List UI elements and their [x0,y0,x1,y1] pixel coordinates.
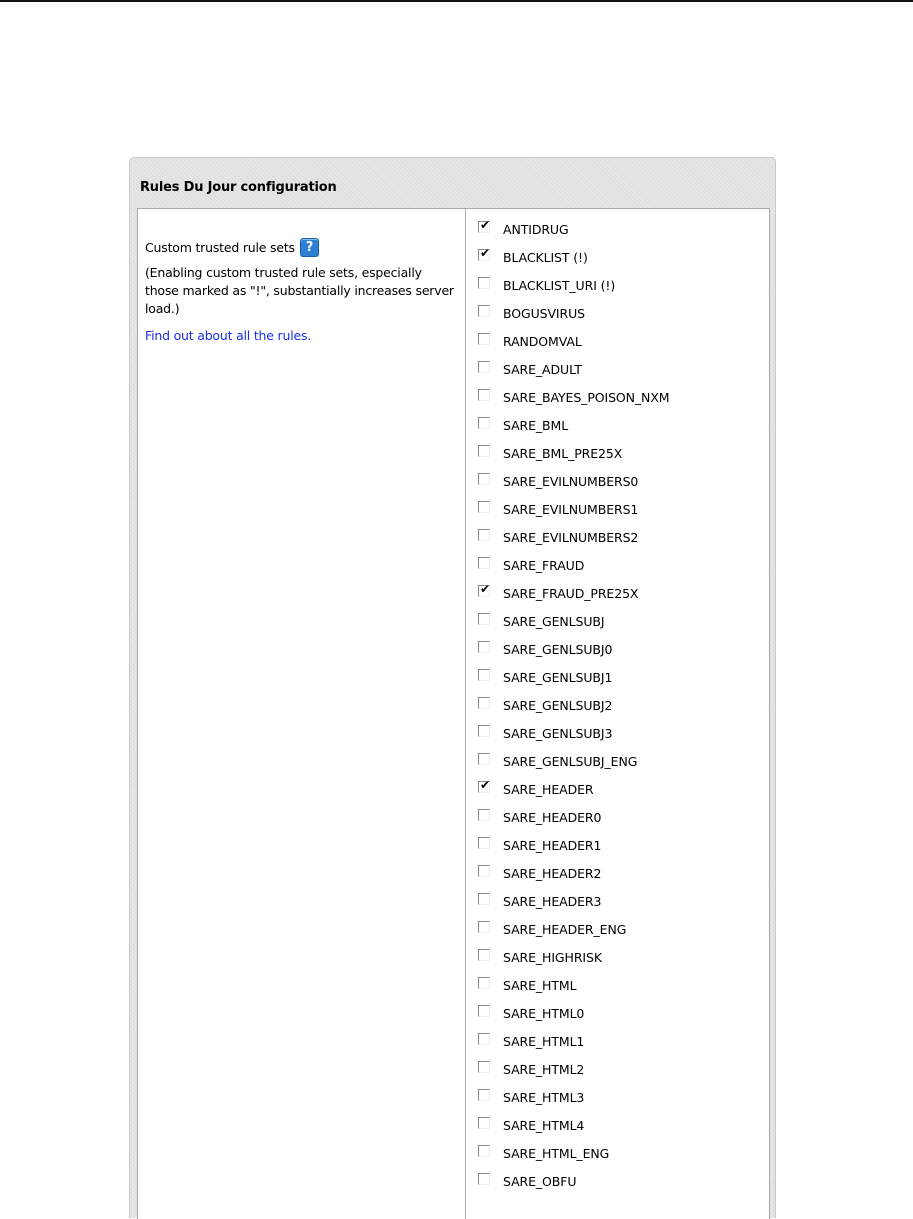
checkmark-icon: ✔ [480,778,491,792]
rule-set-label[interactable]: SARE_HTML1 [503,1034,585,1049]
rule-set-label[interactable]: SARE_OBFU [503,1174,577,1189]
panel-body [137,208,770,1219]
rule-set-item[interactable] [466,302,769,330]
rule-set-item[interactable] [466,638,769,666]
rule-set-item[interactable] [466,750,769,778]
rule-set-label[interactable]: SARE_HIGHRISK [503,950,602,965]
rule-set-checkbox[interactable] [478,246,491,261]
top-divider-line [0,0,913,2]
rule-set-item[interactable] [466,1086,769,1114]
rule-set-item[interactable] [466,722,769,750]
rule-set-label[interactable]: SARE_GENLSUBJ_ENG [503,754,638,769]
rule-set-checkbox[interactable] [478,557,490,569]
custom-rule-sets-label: Custom trusted rule sets [145,240,295,255]
all-rules-link[interactable]: Find out about all the rules. [145,328,312,343]
rule-set-label[interactable]: SARE_GENLSUBJ [503,614,605,629]
rule-set-checkbox[interactable] [478,1145,490,1157]
rule-set-item[interactable] [466,778,769,806]
custom-rule-sets-label-row [145,238,319,257]
rule-set-label[interactable]: SARE_ADULT [503,362,582,377]
rule-set-label[interactable]: SARE_HEADER_ENG [503,922,627,937]
rule-set-item[interactable] [466,1114,769,1142]
rule-set-item[interactable] [466,946,769,974]
rule-set-checkbox[interactable] [478,778,491,793]
rule-set-label[interactable]: SARE_HTML3 [503,1090,585,1105]
rule-set-label[interactable]: SARE_BML_PRE25X [503,446,623,461]
rule-set-checkbox[interactable] [478,949,490,961]
rule-set-checkbox[interactable] [478,641,490,653]
rule-set-checkbox[interactable] [478,218,491,233]
rule-set-label[interactable]: SARE_HTML0 [503,1006,585,1021]
rule-set-item[interactable] [466,1058,769,1086]
rule-set-item[interactable] [466,1170,769,1198]
rule-set-checkbox[interactable] [478,697,490,709]
rule-set-checkbox[interactable] [478,277,490,289]
settings-label-column [138,209,465,1219]
rule-set-label[interactable]: SARE_GENLSUBJ1 [503,670,613,685]
rule-set-item[interactable] [466,890,769,918]
rule-set-checkbox[interactable] [478,1117,490,1129]
rule-set-item[interactable] [466,1030,769,1058]
rule-set-label[interactable]: SARE_HEADER [503,782,594,797]
server-load-note: (Enabling custom trusted rule sets, especially those marked as "!", substantially increases server load.) [145,265,454,316]
rule-set-label[interactable]: SARE_GENLSUBJ3 [503,726,613,741]
rule-set-checkbox[interactable] [478,1089,490,1101]
rule-set-item[interactable] [466,358,769,386]
rule-set-label[interactable]: SARE_GENLSUBJ2 [503,698,613,713]
rule-set-label[interactable]: SARE_BML [503,418,569,433]
rule-set-label[interactable]: BLACKLIST_URI (!) [503,278,616,293]
rule-set-label[interactable]: BOGUSVIRUS [503,306,585,321]
checkmark-icon: ✔ [480,582,491,596]
rule-set-checkbox[interactable] [478,865,490,877]
rule-set-item[interactable] [466,862,769,890]
rule-set-label[interactable]: BLACKLIST (!) [503,250,588,265]
rule-set-checkbox[interactable] [478,725,490,737]
rule-set-checkbox[interactable] [478,389,490,401]
rule-set-checkbox[interactable] [478,809,490,821]
rule-set-item[interactable] [466,694,769,722]
rule-set-label[interactable]: SARE_EVILNUMBERS2 [503,530,639,545]
rule-set-item[interactable] [466,414,769,442]
checkmark-icon: ✔ [480,218,491,232]
rule-set-label[interactable]: SARE_HTML [503,978,577,993]
rule-set-item[interactable] [466,806,769,834]
rule-set-label[interactable]: SARE_EVILNUMBERS0 [503,474,639,489]
rule-set-item[interactable] [466,526,769,554]
rule-set-checkbox[interactable] [478,582,491,597]
rule-sets-column [466,209,769,1219]
checkmark-icon: ✔ [480,246,491,260]
rule-set-label[interactable]: RANDOMVAL [503,334,582,349]
rule-set-checkbox[interactable] [478,1173,490,1185]
rule-set-item[interactable] [466,498,769,526]
rule-set-item[interactable] [466,610,769,638]
rule-set-checkbox[interactable] [478,669,490,681]
rule-set-checkbox[interactable] [478,529,490,541]
rule-set-checkbox[interactable] [478,361,490,373]
rule-set-label[interactable]: SARE_HEADER0 [503,810,602,825]
rule-set-item[interactable] [466,974,769,1002]
rule-set-item[interactable] [466,1002,769,1030]
rule-set-label[interactable]: SARE_HTML4 [503,1118,585,1133]
rule-set-checkbox[interactable] [478,501,490,513]
rule-set-checkbox[interactable] [478,333,490,345]
rule-set-item[interactable] [466,246,769,274]
rule-set-item[interactable] [466,918,769,946]
rule-set-checkbox[interactable] [478,977,490,989]
rule-set-label[interactable]: SARE_HEADER1 [503,838,602,853]
rule-set-checkbox[interactable] [478,893,490,905]
rule-set-label[interactable]: SARE_HEADER2 [503,866,602,881]
rules-du-jour-panel [129,157,776,1218]
panel-title: Rules Du Jour configuration [140,180,337,195]
rule-set-item[interactable] [466,666,769,694]
rule-set-item[interactable] [466,1142,769,1170]
rule-set-label[interactable]: SARE_BAYES_POISON_NXM [503,390,670,405]
rule-set-checkbox[interactable] [478,1005,490,1017]
rule-set-checkbox[interactable] [478,1033,490,1045]
rule-set-item[interactable] [466,554,769,582]
rule-set-label[interactable]: SARE_HEADER3 [503,894,602,909]
rule-set-checkbox[interactable] [478,613,490,625]
rule-set-label[interactable]: SARE_FRAUD_PRE25X [503,586,639,601]
rule-set-checkbox[interactable] [478,837,490,849]
rule-set-checkbox[interactable] [478,921,490,933]
rule-set-item[interactable] [466,470,769,498]
rule-set-item[interactable] [466,330,769,358]
rule-set-item[interactable] [466,218,769,246]
rule-set-checkbox[interactable] [478,305,490,317]
rule-set-item[interactable] [466,442,769,470]
rule-set-label[interactable]: SARE_EVILNUMBERS1 [503,502,639,517]
rule-set-checkbox[interactable] [478,417,490,429]
rule-set-checkbox[interactable] [478,473,490,485]
rule-set-item[interactable] [466,834,769,862]
rule-set-label[interactable]: SARE_GENLSUBJ0 [503,642,613,657]
rule-set-item[interactable] [466,274,769,302]
rule-set-list [466,218,769,1198]
help-icon[interactable]: ? [300,238,319,257]
rule-set-checkbox[interactable] [478,753,490,765]
rule-set-item[interactable] [466,386,769,414]
rule-set-label[interactable]: SARE_HTML_ENG [503,1146,610,1161]
rule-set-label[interactable]: SARE_HTML2 [503,1062,585,1077]
rule-set-label[interactable]: SARE_FRAUD [503,558,585,573]
rule-set-item[interactable] [466,582,769,610]
rule-set-checkbox[interactable] [478,1061,490,1073]
rule-set-checkbox[interactable] [478,445,490,457]
rule-set-label[interactable]: ANTIDRUG [503,222,569,237]
